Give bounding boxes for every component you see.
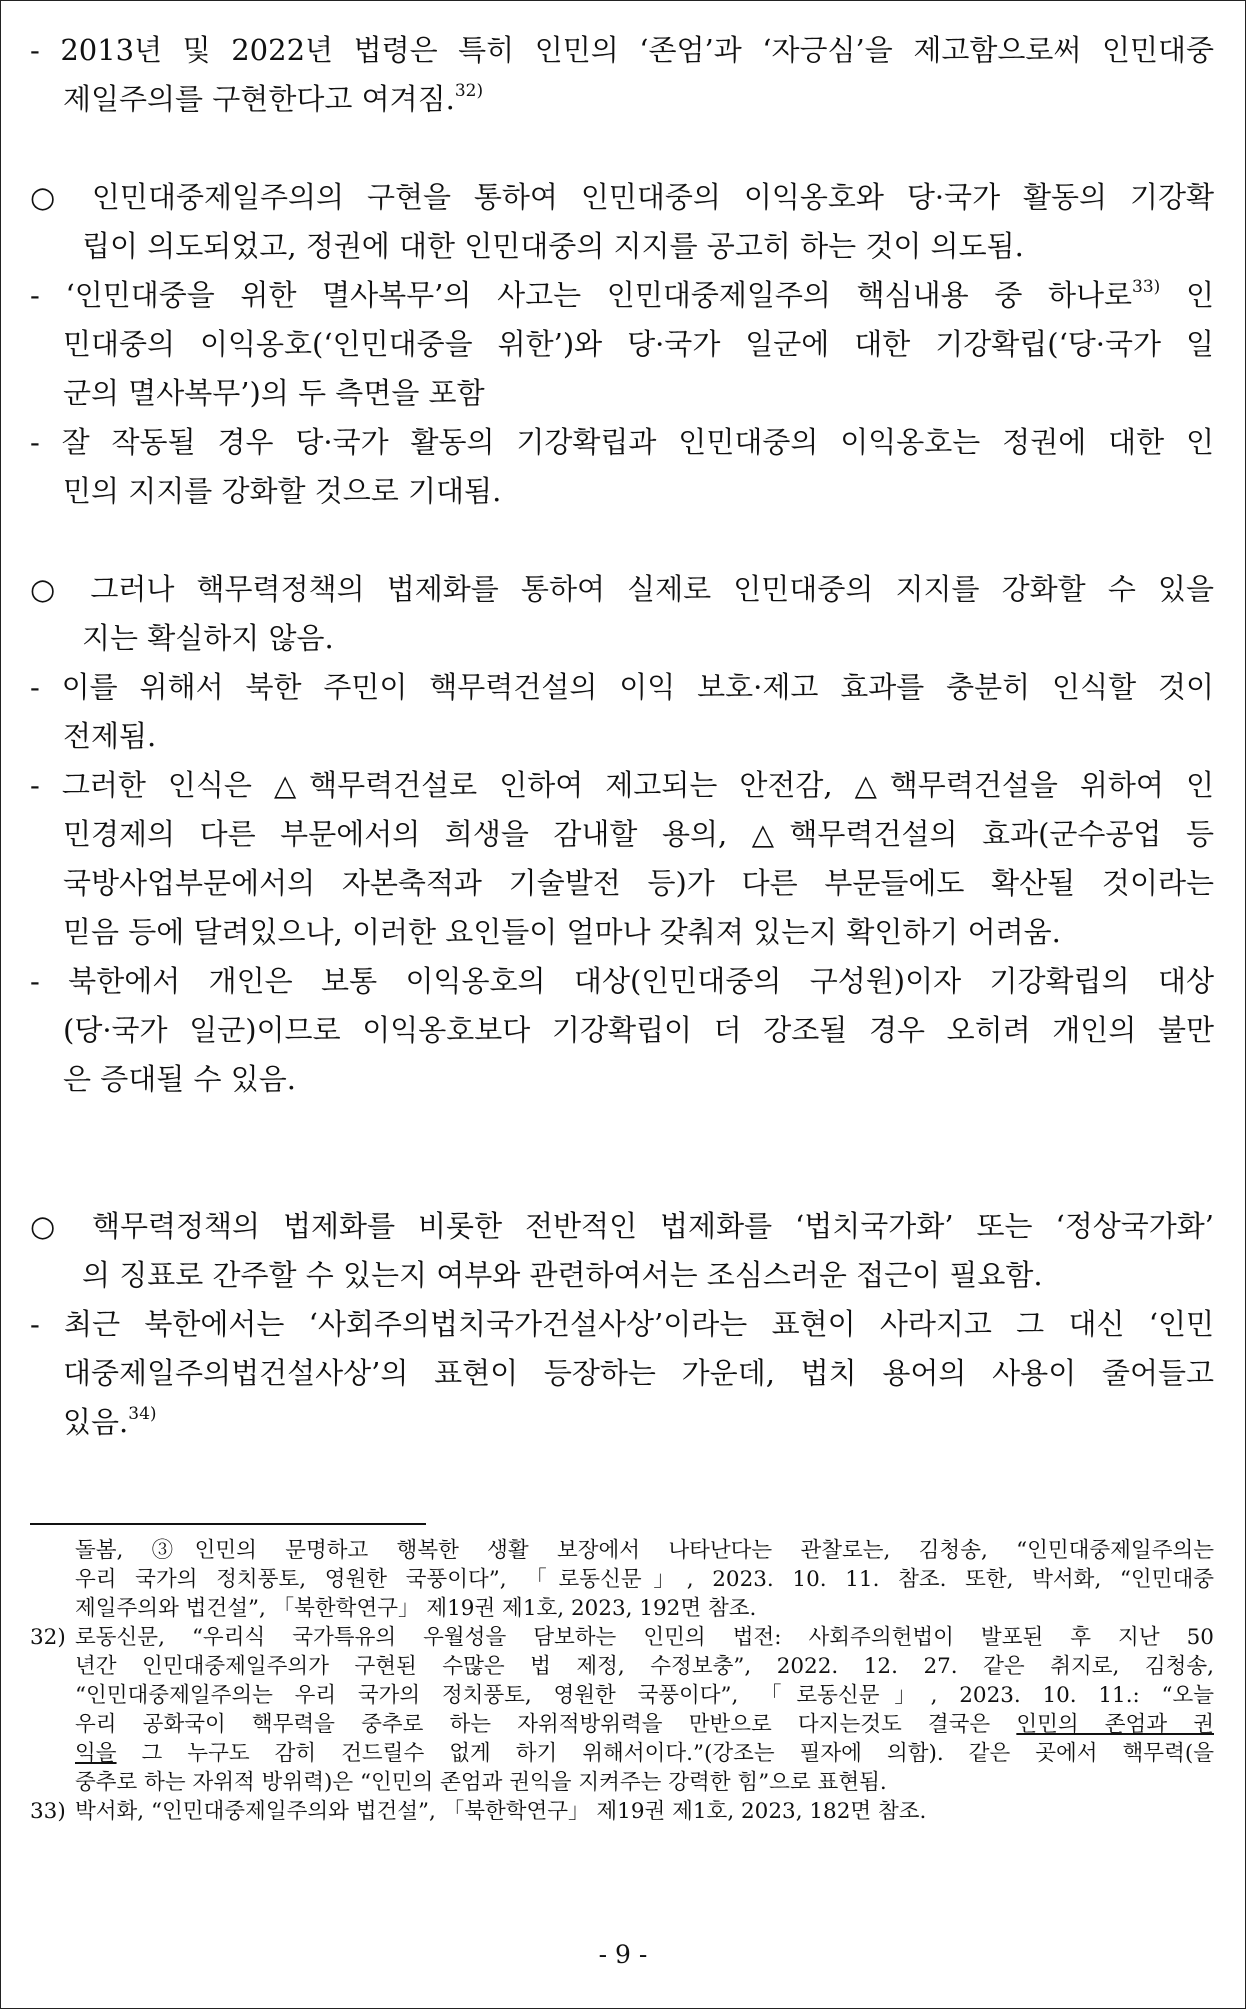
footnote-line: “인민대중제일주의는 우리 국가의 정치풍토, 영원한 국풍이다”, 「로동신문」, 2023. 10. 11.: “오늘 [75,1683,1214,1708]
footnote-line: 우리 국가의 정치풍토, 영원한 국풍이다”, 「로동신문」, 2023. 10. 11. 참조. 또한, 박서화, “인민대중 [75,1567,1214,1592]
text-line: 민경제의 다른 부문에서의 희생을 감내할 용의, △핵무력건설의 효과(군수공업 등 [63,817,1214,851]
footnote-number: 32) [30,1625,66,1650]
text-line: - 최근 북한에서는 ‘사회주의법치국가건설사상’이라는 표현이 사라지고 그 대신 ‘인민 [30,1307,1214,1341]
text-line: 있음.$^{34)}$ [63,1404,157,1439]
text-line: (당·국가 일군)이므로 이익옹호보다 기강확립이 더 강조될 경우 오히려 개인의 불만 [63,1013,1214,1047]
footnotes [30,1536,1214,1826]
text-line: ○ 인민대중제일주의의 구현을 통하여 인민대중의 이익옹호와 당·국가 활동의 기강확 [30,180,1214,214]
emphasis-underline: 익을 [75,1741,117,1766]
text-line: 대중제일주의법건설사상’의 표현이 등장하는 가운데, 법치 용어의 사용이 줄어들고 [63,1356,1214,1390]
footnote-separator [30,1523,426,1525]
footnote-line: 년간 인민대중제일주의가 구현된 수많은 법 제정, 수정보충”, 2022. 12. 27. 같은 취지로, 김청송, [75,1654,1214,1679]
text-line: - 북한에서 개인은 보통 이익옹호의 대상(인민대중의 구성원)이자 기강확립의 대상 [30,964,1214,998]
text-line: 은 증대될 수 있음. [63,1062,296,1096]
main-text [30,26,1214,1447]
page-number: - 9 - [598,1940,648,1969]
footnote-ref[interactable]: 34) [128,1404,157,1425]
footnote-line: 중추로 하는 자위적 방위력)은 “인민의 존엄과 권익을 지켜주는 강력한 힘”으로 표현됨. [75,1770,887,1795]
text-line: ○ 핵무력정책의 법제화를 비롯한 전반적인 법제화를 ‘법치국가화’ 또는 ‘정상국가화’ [30,1209,1214,1243]
text-line: - 그러한 인식은 △핵무력건설로 인하여 제고되는 안전감, △핵무력건설을 위하여 인 [30,768,1214,802]
text-line: 믿음 등에 달려있으나, 이러한 요인들이 얼마나 갖춰져 있는지 확인하기 어려움. [63,915,1061,949]
footnote-ref[interactable]: 32) [454,81,484,102]
text-line: 전제됨. [63,719,157,753]
text-line: 민의 지지를 강화할 것으로 기대됨. [63,474,502,508]
footnote-line: 익을 그 누구도 감히 건드릴수 없게 하기 위해서이다.”(강조는 필자에 의함). 같은 곳에서 핵무력(을 [75,1741,1214,1766]
text-line: 군의 멸사복무’)의 두 측면을 포함 [63,376,485,410]
text-line: 민대중의 이익옹호(‘인민대중을 위한’)와 당·국가 일군에 대한 기강확립(‘당·국가 일 [63,327,1214,361]
footnote-line: 돌봄, ③인민의 문명하고 행복한 생활 보장에서 나타난다는 관찰로는, 김청송, “인민대중제일주의는 [75,1538,1214,1563]
text-line: ○ 그러나 핵무력정책의 법제화를 통하여 실제로 인민대중의 지지를 강화할 수 있을 [30,572,1214,606]
text-line: - ‘인민대중을 위한 멸사복무’의 사고는 인민대중제일주의 핵심내용 중 하나로$^{33)}$ 인 [30,277,1214,312]
text-line: 제일주의를 구현한다고 여겨짐.$^{32)}$ [63,81,484,116]
text-line: - 잘 작동될 경우 당·국가 활동의 기강확립과 인민대중의 이익옹호는 정권에 대한 인 [30,425,1214,459]
footnote-number: 33) [30,1799,66,1824]
footnote-ref[interactable]: 33) [1132,277,1161,298]
footnote-32: 32) 로동신문, “우리식 국가특유의 우월성을 담보하는 인민의 법전: 사회주의헌법이 발포된 후 지난 50 [30,1625,1214,1650]
text-line: 지는 확실하지 않음. [82,621,334,655]
text-line: - 2013년 및 2022년 법령은 특히 인민의 ‘존엄’과 ‘자긍심’을 제고함으로써 인민대중 [30,33,1214,67]
footnote-line: 우리 공화국이 핵무력을 중추로 하는 자위적방위력을 만반으로 다지는것도 결국은 인민의 존엄과 권 [75,1712,1214,1737]
text-line: 국방사업부문에서의 자본축적과 기술발전 등)가 다른 부문들에도 확산될 것이라는 [63,866,1214,900]
footnote-33: 33) 박서화, “인민대중제일주의와 법건설”, 「북한학연구」 제19권 제1호, 2023, 182면 참조. [30,1799,927,1824]
text-line: 의 징표로 간주할 수 있는지 여부와 관련하여서는 조심스러운 접근이 필요함. [82,1258,1043,1292]
footnote-line: 제일주의와 법건설”, 「북한학연구」 제19권 제1호, 2023, 192면 참조. [75,1596,757,1621]
text-line: - 이를 위해서 북한 주민이 핵무력건설의 이익 보호·제고 효과를 충분히 인식할 것이 [30,670,1214,704]
text-line: 립이 의도되었고, 정권에 대한 인민대중의 지지를 공고히 하는 것이 의도됨. [82,229,1024,263]
emphasis-underline: 인민의 존엄과 권 [1016,1712,1214,1737]
